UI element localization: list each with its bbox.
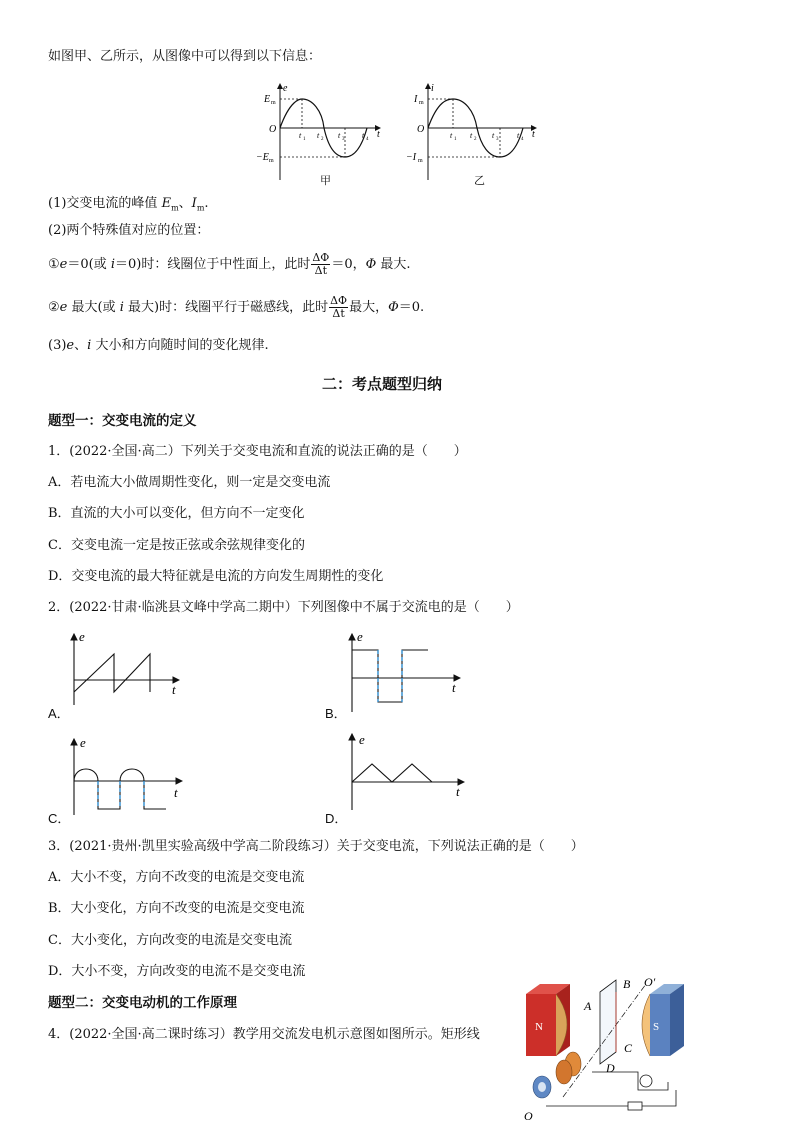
fig-yi-t4-sub: 4 [521,137,524,142]
fig-jia-axis-t: t [377,129,380,140]
point-2: (2)两个特殊值对应的位置： [48,223,210,238]
q2-graph-a [64,630,194,715]
case-2-text-d: 最大， [349,300,389,315]
case-1-e: e [59,257,68,272]
q2-graph-d [342,730,472,815]
fig-yi-im: I [414,94,418,105]
im-symbol: I [191,196,197,211]
sine-graph-yi [398,80,548,190]
point-3 [48,337,269,355]
case-1-text-d: ＝0， [331,257,366,272]
q2b-axis-t: t [452,680,456,695]
q3-option-c[interactable]: C．大小变化，方向改变的电流是交变电流 [48,933,292,948]
fig-jia-neg-em-sub: m [269,158,274,164]
flux-fraction [329,295,348,320]
coil [600,980,616,1064]
fig-yi-neg-im: −I [406,152,417,163]
fig-jia-t4: t [362,131,365,140]
fig-jia-t3-sub: 3 [342,137,345,142]
flux-fraction [311,252,330,277]
s-label: S [653,1021,660,1033]
type-1-heading: 题型一：交变电流的定义 [48,413,197,429]
q2-option-c[interactable]: C． [48,811,71,826]
q3-option-a[interactable]: A．大小不变，方向不改变的电流是交变电流 [48,870,305,885]
q1-option-c[interactable]: C．交变电流一定是按正弦或余弦规律变化的 [48,538,305,553]
fig-jia-axis-e: e [283,83,288,94]
q2-graph-c [64,735,194,820]
label-o-prime: O′ [644,975,656,989]
fig-jia-t2: t [317,131,320,140]
em-symbol: E [161,196,172,211]
q2d-axis-t: t [456,784,460,799]
n-label: N [535,1021,543,1033]
point-1-text: (1)交变电流的峰值 [48,196,162,211]
fraction-denominator: Δt [314,264,328,277]
case-2-marker: ② [48,300,60,315]
point-3-i: i [87,338,92,353]
point-3-e: e [66,338,75,353]
resistor [628,1102,642,1110]
point-1-end: . [204,196,209,211]
q2a-axis-e: e [79,629,85,644]
q2-graph-b [342,630,472,715]
case-2-i: i [119,300,124,315]
fig-jia-t4-sub: 4 [366,137,369,142]
q1-option-a[interactable]: A．若电流大小做周期性变化，则一定是交变电流 [48,475,331,490]
fig-jia-t1-sub: 1 [303,137,306,142]
point-3-text: 大小和方向随时间的变化规律. [91,338,269,353]
label-d: D [606,1061,615,1075]
em-sub: m [171,203,179,213]
fig-jia-em: E [264,94,271,105]
q1-option-d[interactable]: D．交变电流的最大特征就是电流的方向发生周期性的变化 [48,569,384,584]
case-2-text-c: 最大)时：线圈平行于磁感线，此时 [123,300,329,315]
point-2-case-1 [48,250,411,280]
fraction-numerator: ΔΦ [330,294,348,307]
fig-yi-t1-sub: 1 [454,137,457,142]
fig-yi-im-sub: m [419,100,424,106]
label-a: A [584,999,592,1013]
fraction-denominator: Δt [332,307,345,320]
case-1-phi: Φ [365,257,377,272]
case-1-text-b: ＝0(或 [67,257,111,272]
fig-jia-origin: O [269,124,277,135]
point-3-sep: 、 [74,338,88,353]
q1-stem: 1．(2022·全国·高二）下列关于交变电流和直流的说法正确的是（ ） [48,444,467,459]
label-c: C [624,1041,633,1055]
fig-yi-t2-sub: 2 [474,137,477,142]
q1-option-b[interactable]: B．直流的大小可以变化，但方向不一定变化 [48,506,305,521]
q2-option-b[interactable]: B． [325,706,347,721]
point-3-marker: (3) [48,338,67,353]
fig-jia-t1: t [299,131,302,140]
fig-jia-t3: t [338,131,341,140]
fig-yi-axis-i: i [431,83,434,94]
point-2-case-2 [48,293,424,323]
case-1-text-c: ＝0)时：线圈位于中性面上，此时 [115,257,311,272]
q2-stem: 2．(2022·甘肃·临洮县文峰中学高二期中）下列图像中不属于交流电的是（ ） [48,600,519,615]
fig-yi-t2: t [470,131,473,140]
fig-yi-neg-im-sub: m [418,158,423,164]
ammeter [640,1075,652,1087]
intro-text: 如图甲、乙所示，从图像中可以得到以下信息： [48,49,322,64]
case-2-phi: Φ [388,300,399,315]
type-2-heading: 题型二：交变电动机的工作原理 [48,995,237,1011]
fig-jia-neg-em: −E [256,152,269,163]
q2-option-d[interactable]: D． [325,811,348,826]
q2a-axis-t: t [172,682,176,697]
q3-stem: 3．(2021·贵州·凯里实验高级中学高二阶段练习）关于交变电流，下列说法正确的是（ ） [48,839,584,854]
im-sub: m [196,203,205,213]
label-b: B [623,977,631,991]
fig-yi-t3-sub: 3 [496,137,499,142]
q2c-axis-e: e [80,735,86,750]
point-1-sep: 、 [178,196,192,211]
fig-jia-em-sub: m [271,100,276,106]
q2d-axis-e: e [359,732,365,747]
q3-option-d[interactable]: D．大小不变，方向改变的电流不是交变电流 [48,964,306,979]
fig-yi-t1: t [450,131,453,140]
case-2-e: e [59,300,68,315]
q2b-axis-e: e [357,629,363,644]
case-2-text-b: 最大(或 [67,300,120,315]
fraction-numerator: ΔΦ [312,251,330,264]
case-1-text-f: 最大. [376,257,411,272]
q4-stem: 4．(2022·全国·高二课时练习）教学用交流发电机示意图如图所示。矩形线 [48,1027,480,1042]
fig-yi-axis-t: t [532,129,535,140]
label-o: O [524,1109,533,1123]
case-2-text-f: ＝0. [398,300,425,315]
q2c-axis-t: t [174,785,178,800]
q3-option-b[interactable]: B．大小变化，方向不改变的电流是交变电流 [48,901,305,916]
fig-yi-t3: t [492,131,495,140]
fig-yi-origin: O [417,124,425,135]
fig-yi-t4: t [517,131,520,140]
case-1-i: i [110,257,116,272]
q2-option-a[interactable]: A． [48,706,70,721]
case-1-marker: ① [48,257,60,272]
caption-jia: 甲 [320,174,331,187]
generator-diagram [518,972,693,1122]
caption-yi: 乙 [474,174,485,187]
point-1 [48,195,209,218]
section-title: 二：考点题型归纳 [322,375,443,393]
fig-jia-t2-sub: 2 [321,137,324,142]
